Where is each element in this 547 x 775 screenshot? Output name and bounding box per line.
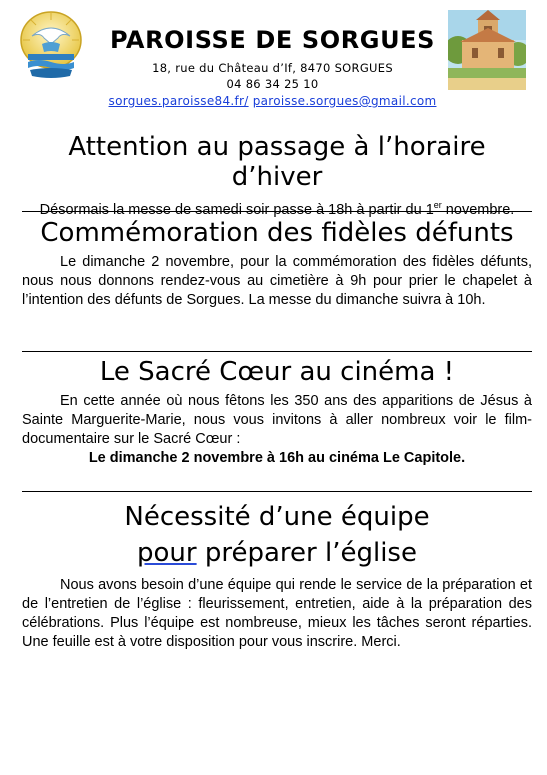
parish-address: 18, rue du Château d’If, 8470 SORGUES (152, 61, 393, 75)
section-winter-schedule (22, 132, 532, 220)
divider (22, 491, 532, 492)
contact-block (100, 60, 445, 92)
ordinal-suffix: er (433, 200, 442, 210)
divider (22, 211, 532, 212)
website-link[interactable]: sorgues.paroisse84.fr/ (108, 94, 249, 108)
page-header (0, 0, 547, 118)
underlined-word: pour (137, 538, 197, 568)
parish-phone: 04 86 34 25 10 (226, 77, 319, 91)
section-title: Commémoration des fidèles défunts (40, 218, 514, 248)
section-team-needed (22, 502, 532, 652)
church-photo (448, 10, 526, 90)
section-title: Attention au passage à l’horaire d’hiver (68, 132, 486, 192)
text-before: Désormais la messe de samedi soir passe à 18h à partir du 1 (39, 201, 434, 218)
section-text: Nous avons besoin d’une équipe qui rende le service de la préparation et de l’entretien de l’église : fleurissement, entretien, aide à la préparation des célébrations. Plus l’équipe est nombreuse, mieux les tâches seront réparties. Une feuille est à votre disposition pour vous inscrire. Merci. (22, 577, 532, 650)
email-link[interactable]: paroisse.sorgues@gmail.com (252, 94, 437, 108)
section-cinema (22, 357, 532, 468)
text-after: novembre. (441, 201, 515, 218)
parish-logo (18, 10, 84, 80)
section-title: Le Sacré Cœur au cinéma ! (99, 357, 455, 387)
section-text: Le dimanche 2 novembre, pour la commémoration des fidèles défunts, nous nous donnons rendez-vous au cimetière à 9h pour prier le chapelet à l’intention des défunts de Sorgues. La messe du dimanche suivra à 10h. (22, 254, 532, 308)
title-rest: préparer l’église (196, 538, 417, 568)
section-title-line1: Nécessité d’une équipe (124, 502, 430, 532)
divider (22, 351, 532, 352)
section-commemoration (22, 218, 532, 310)
event-highlight: Le dimanche 2 novembre à 16h au cinéma Le Capitole. (88, 450, 466, 466)
section-text (22, 196, 532, 220)
section-text: En cette année où nous fêtons les 350 ans des apparitions de Jésus à Sainte Marguerite-Marie, nous vous invitons à aller nombreux voir le film-documentaire sur le Sacré Cœur : (22, 393, 532, 447)
contact-links (60, 94, 485, 108)
parish-name: PAROISSE DE SORGUES (109, 26, 436, 54)
section-title-line2 (22, 538, 532, 568)
